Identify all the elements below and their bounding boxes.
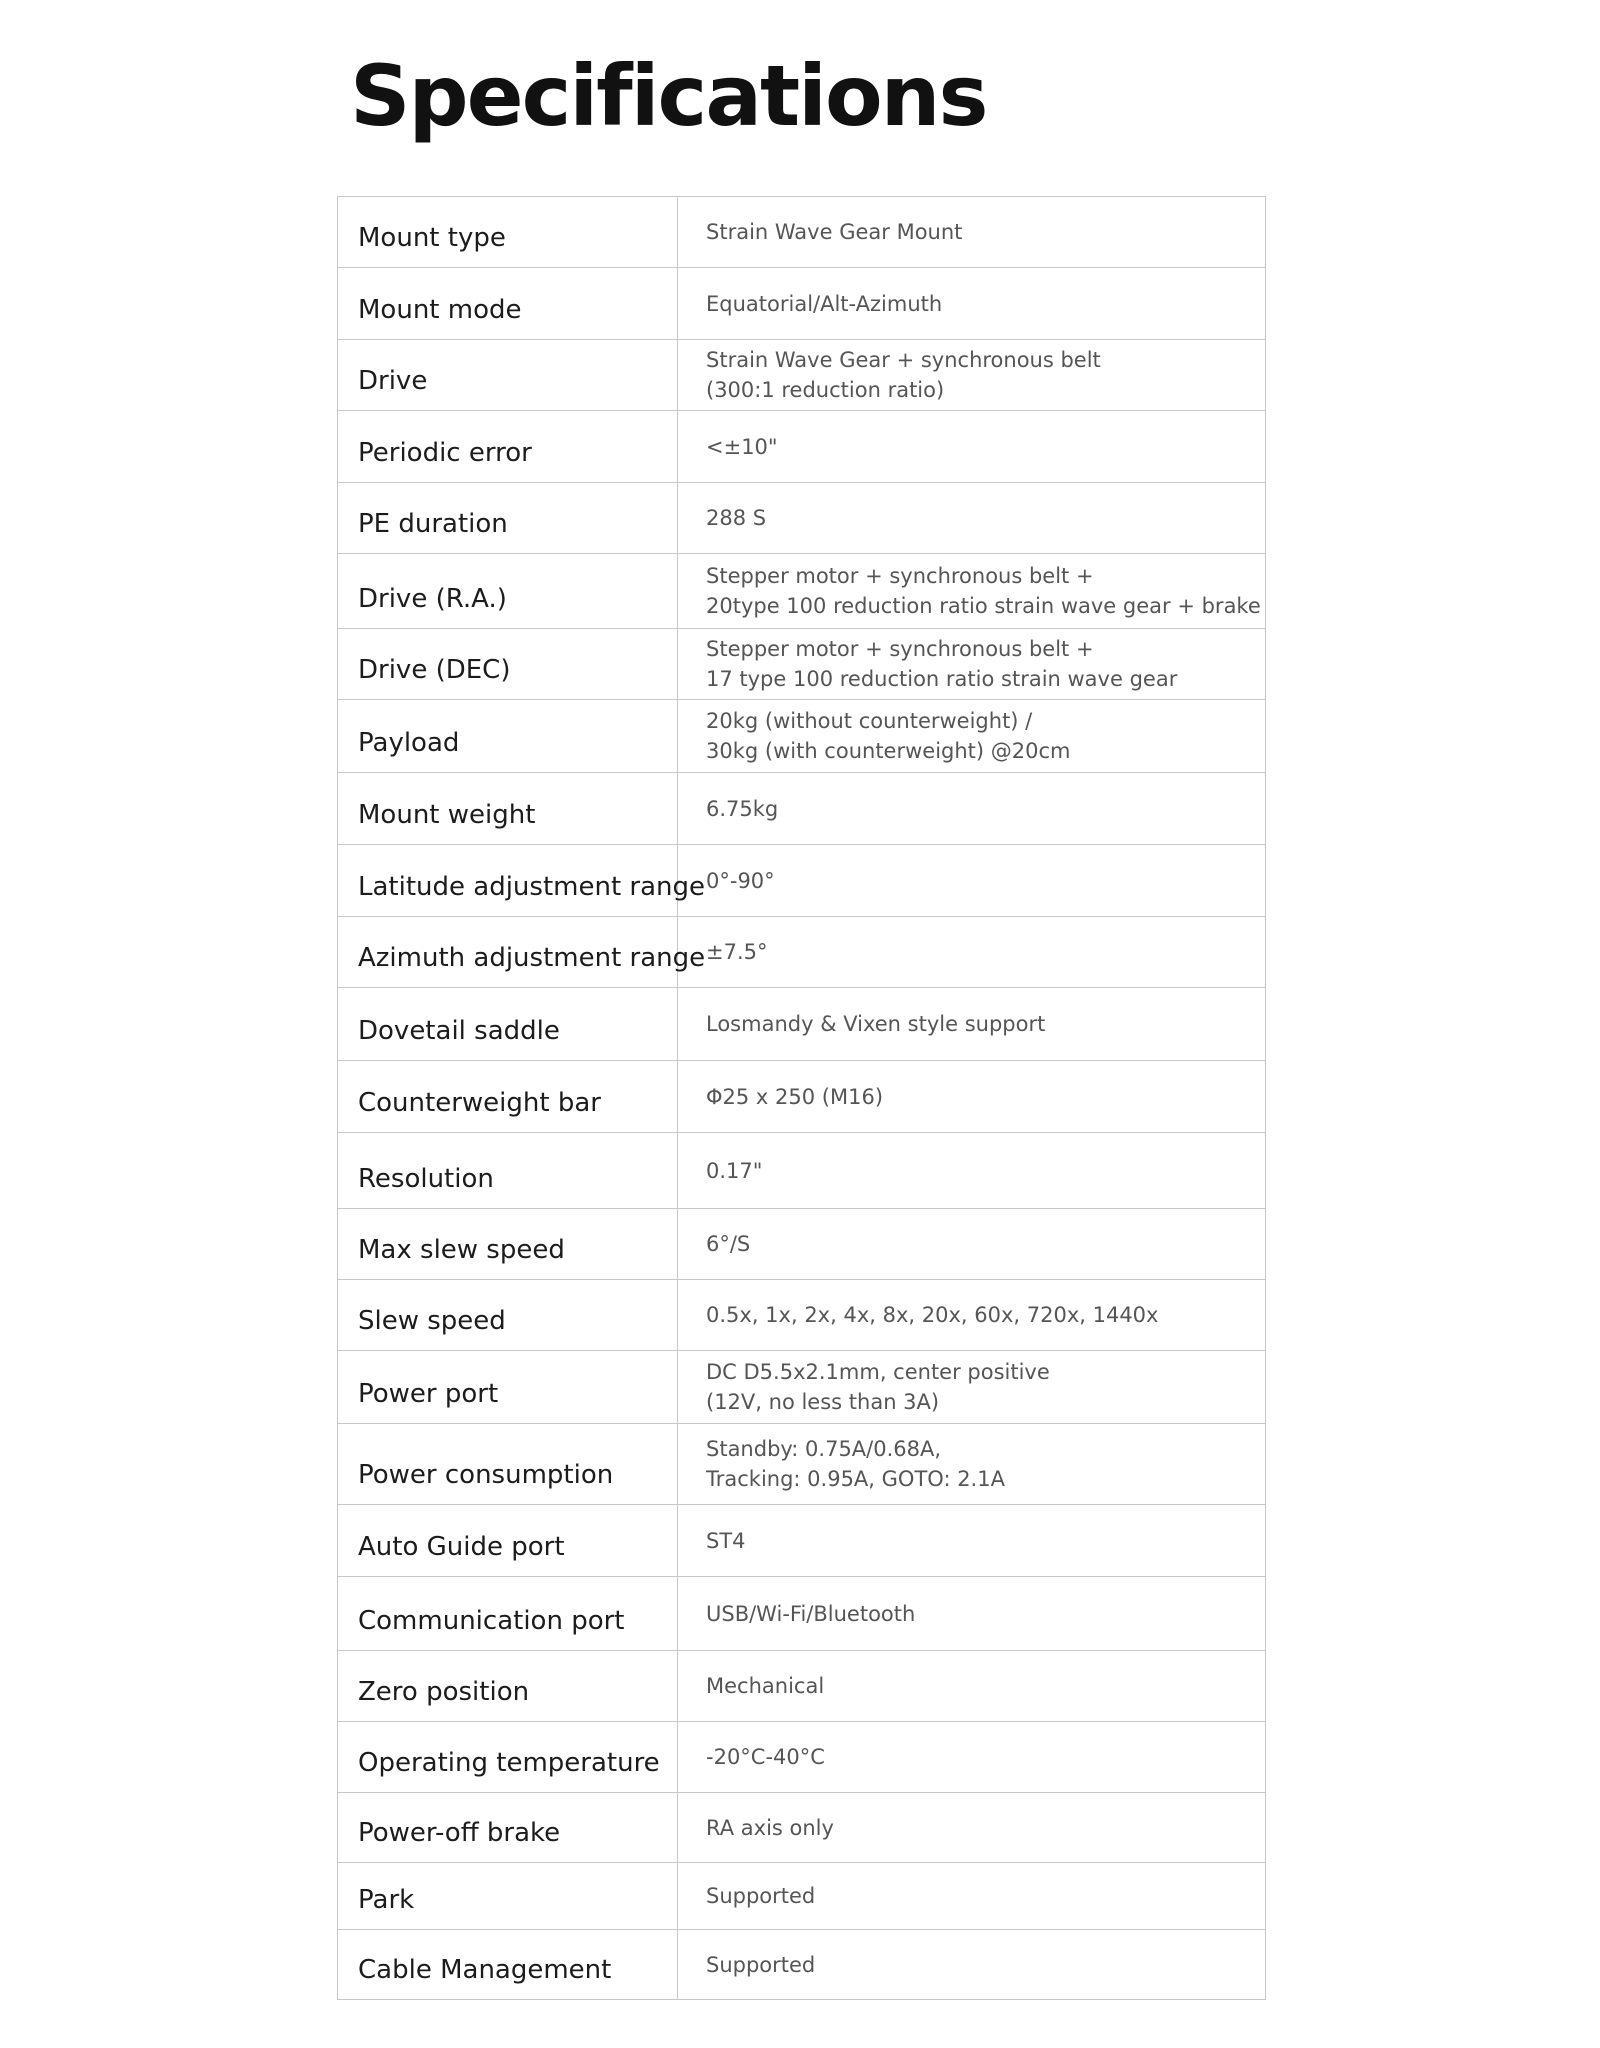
spec-value [678, 483, 1265, 553]
spec-value-line: Losmandy & Vixen style support [706, 1012, 1046, 1036]
table-row [338, 773, 1265, 845]
table-row [338, 1209, 1265, 1280]
spec-label: Park [338, 1863, 678, 1929]
table-row [338, 1505, 1265, 1577]
spec-value-line: Stepper motor + synchronous belt + [706, 637, 1094, 661]
spec-value-line: <±10" [706, 434, 778, 459]
spec-value [678, 1722, 1265, 1792]
table-row [338, 268, 1265, 340]
table-row [338, 1577, 1265, 1651]
table-row [338, 917, 1265, 988]
spec-value-line: Supported [706, 1884, 816, 1908]
spec-value [678, 988, 1265, 1060]
spec-value-line: USB/Wi-Fi/Bluetooth [706, 1601, 916, 1626]
spec-label: Auto Guide port [338, 1505, 678, 1576]
spec-label: Counterweight bar [338, 1061, 678, 1132]
spec-value [678, 1351, 1265, 1423]
spec-value [678, 917, 1265, 987]
spec-value-line: 20type 100 reduction ratio strain wave gear + brake [706, 594, 1261, 618]
spec-label: Power port [338, 1351, 678, 1423]
spec-value-line: 0.5x, 1x, 2x, 4x, 8x, 20x, 60x, 720x, 1440x [706, 1303, 1159, 1327]
spec-label: Latitude adjustment range [338, 845, 678, 916]
table-row [338, 988, 1265, 1061]
spec-label: Operating temperature [338, 1722, 678, 1792]
table-row [338, 1424, 1265, 1505]
spec-label: Cable Management [338, 1930, 678, 1999]
spec-value-line: 30kg (with counterweight) @20cm [706, 739, 1071, 763]
spec-value-line: RA axis only [706, 1815, 834, 1840]
spec-value-line: (12V, no less than 3A) [706, 1390, 940, 1414]
table-row [338, 411, 1265, 483]
table-row [338, 700, 1265, 773]
spec-label: Drive (R.A.) [338, 554, 678, 628]
table-row [338, 1061, 1265, 1133]
specifications-table [337, 196, 1266, 2000]
spec-value-line: Tracking: 0.95A, GOTO: 2.1A [706, 1467, 1005, 1491]
table-row [338, 197, 1265, 268]
spec-value [678, 773, 1265, 844]
spec-value [678, 1280, 1265, 1350]
table-row [338, 340, 1265, 411]
spec-value-line: Equatorial/Alt-Azimuth [706, 291, 943, 316]
spec-value [678, 1133, 1265, 1208]
spec-value [678, 411, 1265, 482]
spec-value-line: 20kg (without counterweight) / [706, 709, 1033, 733]
table-row [338, 1793, 1265, 1863]
table-row [338, 1722, 1265, 1793]
spec-value [678, 1863, 1265, 1929]
spec-label: Drive [338, 340, 678, 410]
spec-label: Azimuth adjustment range [338, 917, 678, 987]
spec-value [678, 1793, 1265, 1862]
spec-label: Resolution [338, 1133, 678, 1208]
spec-value-line: Strain Wave Gear + synchronous belt [706, 348, 1101, 372]
spec-value [678, 340, 1265, 410]
table-row [338, 1863, 1265, 1930]
spec-label: Periodic error [338, 411, 678, 482]
spec-label: Drive (DEC) [338, 629, 678, 699]
table-row [338, 1133, 1265, 1209]
table-row [338, 845, 1265, 917]
spec-value [678, 268, 1265, 339]
spec-label: Communication port [338, 1577, 678, 1650]
spec-value [678, 1424, 1265, 1504]
spec-value-line: Standby: 0.75A/0.68A, [706, 1437, 942, 1461]
spec-value-line: Φ25 x 250 (M16) [706, 1084, 884, 1109]
spec-label: Power-off brake [338, 1793, 678, 1862]
table-row [338, 483, 1265, 554]
spec-value-line: Mechanical [706, 1674, 825, 1698]
spec-value-line: Strain Wave Gear Mount [706, 220, 963, 244]
spec-value [678, 554, 1265, 628]
spec-label: Mount type [338, 197, 678, 267]
spec-value-line: -20°C-40°C [706, 1745, 825, 1769]
spec-value [678, 1505, 1265, 1576]
spec-value-line: ±7.5° [706, 940, 768, 964]
spec-value-line: 288 S [706, 506, 767, 530]
spec-label: Dovetail saddle [338, 988, 678, 1060]
spec-label: Zero position [338, 1651, 678, 1721]
table-row [338, 1651, 1265, 1722]
spec-value [678, 1577, 1265, 1650]
spec-value [678, 629, 1265, 699]
spec-label: Slew speed [338, 1280, 678, 1350]
spec-value-line: Stepper motor + synchronous belt + [706, 564, 1094, 588]
spec-value-line: 6°/S [706, 1232, 751, 1256]
spec-label: Payload [338, 700, 678, 772]
spec-label: Power consumption [338, 1424, 678, 1504]
spec-label: Max slew speed [338, 1209, 678, 1279]
spec-value-line: (300:1 reduction ratio) [706, 378, 945, 402]
spec-value-line: 6.75kg [706, 796, 779, 821]
spec-value [678, 1651, 1265, 1721]
spec-value-line: Supported [706, 1952, 816, 1977]
spec-value [678, 1930, 1265, 1999]
spec-label: Mount weight [338, 773, 678, 844]
spec-value [678, 1061, 1265, 1132]
spec-value [678, 845, 1265, 916]
table-row [338, 1280, 1265, 1351]
spec-value-line: DC D5.5x2.1mm, center positive [706, 1360, 1050, 1384]
spec-value-line: 0°-90° [706, 868, 775, 893]
spec-value-line: ST4 [706, 1528, 746, 1553]
spec-value-line: 0.17" [706, 1158, 763, 1183]
spec-value [678, 1209, 1265, 1279]
page-title: Specifications [350, 47, 987, 145]
table-row [338, 629, 1265, 700]
spec-label: Mount mode [338, 268, 678, 339]
spec-value [678, 197, 1265, 267]
spec-label: PE duration [338, 483, 678, 553]
spec-value [678, 700, 1265, 772]
table-row [338, 1930, 1265, 1999]
table-row [338, 554, 1265, 629]
table-row [338, 1351, 1265, 1424]
spec-value-line: 17 type 100 reduction ratio strain wave gear [706, 667, 1178, 691]
